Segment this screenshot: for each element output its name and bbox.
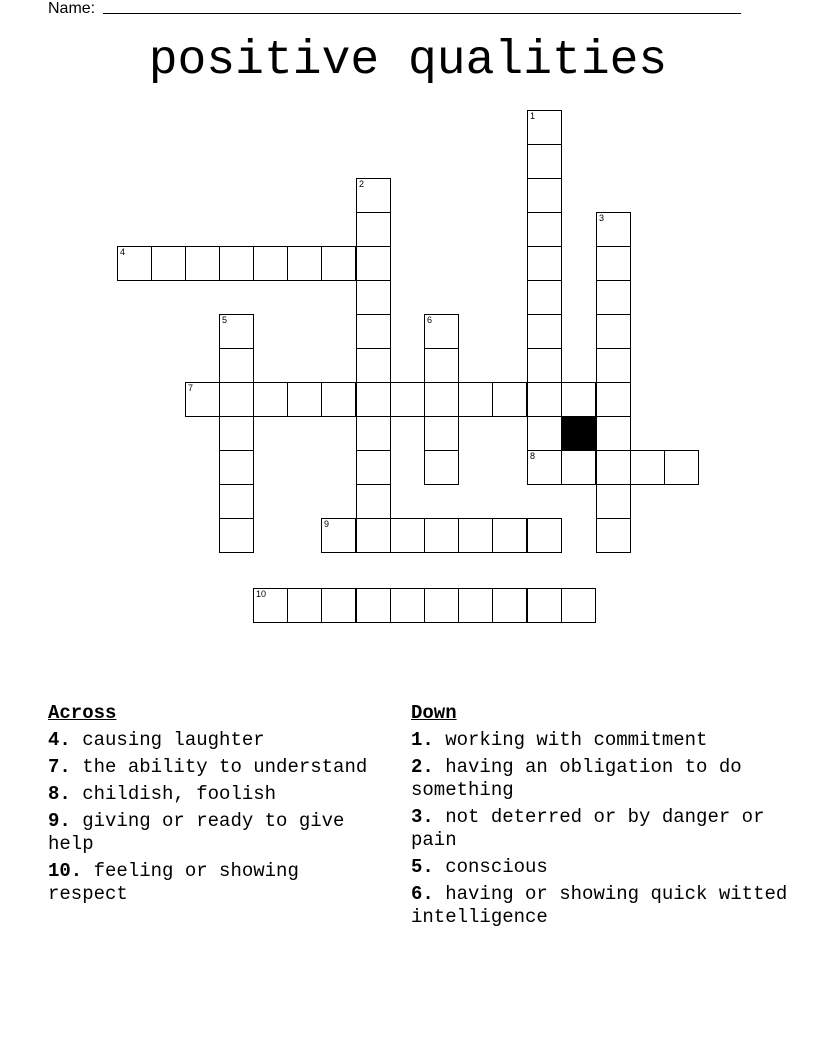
grid-cell[interactable]: [424, 382, 459, 417]
clue-number: 3: [599, 213, 605, 223]
clue-item: [48, 860, 378, 906]
grid-cell[interactable]: [219, 348, 254, 383]
clue-number: 6.: [411, 883, 434, 905]
clue-number: 5: [222, 315, 228, 325]
clue-item: [48, 783, 378, 806]
clue-text: causing laughter: [70, 729, 265, 751]
grid-cell[interactable]: [492, 382, 527, 417]
grid-cell[interactable]: [390, 588, 425, 623]
clue-number: 2.: [411, 756, 434, 778]
grid-cell[interactable]: [596, 246, 631, 281]
grid-cell[interactable]: [219, 518, 254, 553]
grid-cell[interactable]: [596, 450, 631, 485]
grid-cell[interactable]: [287, 588, 322, 623]
grid-cell[interactable]: [527, 178, 562, 213]
clue-number: 8.: [48, 783, 71, 805]
clue-item: [411, 883, 791, 929]
clue-item: [411, 729, 791, 752]
grid-cell[interactable]: [561, 450, 596, 485]
clue-number: 9: [324, 519, 330, 529]
clue-number: 2: [359, 179, 365, 189]
grid-cell[interactable]: [630, 450, 665, 485]
clue-item: [48, 729, 378, 752]
clue-number: 9.: [48, 810, 71, 832]
grid-cell[interactable]: [356, 212, 391, 247]
clue-text: conscious: [433, 856, 548, 878]
across-heading: Across: [48, 702, 117, 724]
grid-cell[interactable]: [253, 588, 288, 623]
grid-cell[interactable]: [527, 518, 562, 553]
grid-cell[interactable]: [356, 246, 391, 281]
clue-text: feeling or showing respect: [48, 860, 299, 905]
grid-cell[interactable]: [424, 416, 459, 451]
grid-cell[interactable]: [117, 246, 152, 281]
grid-cell[interactable]: [321, 588, 356, 623]
grid-cell[interactable]: [356, 518, 391, 553]
grid-cell[interactable]: [321, 246, 356, 281]
grid-cell[interactable]: [219, 382, 254, 417]
grid-cell[interactable]: [596, 484, 631, 519]
clue-item: [48, 756, 378, 779]
grid-cell[interactable]: [219, 416, 254, 451]
down-clues: [411, 702, 791, 933]
grid-cell[interactable]: [287, 246, 322, 281]
clue-item: [411, 856, 791, 879]
clue-number: 4.: [48, 729, 71, 751]
grid-cell[interactable]: [458, 588, 493, 623]
clue-number: 10: [256, 589, 267, 599]
grid-cell[interactable]: [561, 588, 596, 623]
grid-cell[interactable]: [356, 314, 391, 349]
grid-cell[interactable]: [458, 382, 493, 417]
clue-number: 5.: [411, 856, 434, 878]
grid-cell[interactable]: [185, 382, 220, 417]
grid-cell[interactable]: [253, 382, 288, 417]
clue-text: childish, foolish: [70, 783, 277, 805]
clue-item: [48, 810, 378, 856]
clue-text: giving or ready to give help: [48, 810, 345, 855]
grid-cell[interactable]: [596, 382, 631, 417]
grid-cell[interactable]: [356, 280, 391, 315]
grid-cell[interactable]: [527, 348, 562, 383]
clue-text: not deterred or by danger or pain: [411, 806, 765, 851]
grid-cell[interactable]: [527, 280, 562, 315]
clue-number: 7: [188, 383, 194, 393]
clue-number: 4: [120, 247, 126, 257]
clue-text: having or showing quick witted intelligence: [411, 883, 788, 928]
clue-number: 8: [530, 451, 536, 461]
clue-number: 7.: [48, 756, 71, 778]
grid-cell[interactable]: [561, 382, 596, 417]
name-label: Name:: [48, 0, 96, 17]
grid-cell[interactable]: [356, 382, 391, 417]
clue-text: working with commitment: [433, 729, 708, 751]
grid-cell[interactable]: [390, 382, 425, 417]
clue-text: having an obligation to do something: [411, 756, 742, 801]
grid-cell[interactable]: [356, 178, 391, 213]
down-heading: Down: [411, 702, 457, 724]
grid-cell[interactable]: [356, 588, 391, 623]
grid-cell[interactable]: [424, 314, 459, 349]
grid-cell[interactable]: [596, 314, 631, 349]
clue-number: 10.: [48, 860, 83, 882]
across-clues: [48, 702, 378, 910]
grid-cell[interactable]: [424, 348, 459, 383]
grid-cell[interactable]: [219, 314, 254, 349]
grid-cell[interactable]: [321, 518, 356, 553]
grid-cell[interactable]: [356, 484, 391, 519]
grid-cell[interactable]: [390, 518, 425, 553]
grid-cell[interactable]: [596, 416, 631, 451]
clue-number: 1.: [411, 729, 434, 751]
grid-cell[interactable]: [219, 246, 254, 281]
clue-number: 6: [427, 315, 433, 325]
clue-number: 1: [530, 111, 536, 121]
grid-cell[interactable]: [527, 416, 562, 451]
grid-cell[interactable]: [424, 588, 459, 623]
puzzle-title: positive qualities: [148, 34, 668, 88]
grid-cell[interactable]: [492, 588, 527, 623]
grid-cell[interactable]: [185, 246, 220, 281]
clue-item: [411, 806, 791, 852]
grid-cell[interactable]: [356, 416, 391, 451]
grid-cell[interactable]: [596, 280, 631, 315]
grid-cell[interactable]: [527, 382, 562, 417]
grid-cell[interactable]: [527, 212, 562, 247]
grid-cell[interactable]: [219, 450, 254, 485]
grid-cell[interactable]: [527, 450, 562, 485]
grid-cell[interactable]: [596, 518, 631, 553]
grid-cell[interactable]: [527, 110, 562, 145]
grid-cell[interactable]: [253, 246, 288, 281]
grid-cell[interactable]: [219, 484, 254, 519]
clue-number: 3.: [411, 806, 434, 828]
grid-cell[interactable]: [664, 450, 699, 485]
grid-cell[interactable]: [151, 246, 186, 281]
grid-cell[interactable]: [424, 518, 459, 553]
grid-cell[interactable]: [527, 246, 562, 281]
grid-cell[interactable]: [527, 314, 562, 349]
grid-cell[interactable]: [527, 588, 562, 623]
clue-text: the ability to understand: [70, 756, 368, 778]
grid-cell[interactable]: [356, 348, 391, 383]
grid-cell[interactable]: [492, 518, 527, 553]
black-cell: [561, 416, 596, 451]
grid-cell[interactable]: [287, 382, 322, 417]
grid-cell[interactable]: [356, 450, 391, 485]
grid-cell[interactable]: [527, 144, 562, 179]
grid-cell[interactable]: [321, 382, 356, 417]
grid-cell[interactable]: [424, 450, 459, 485]
grid-cell[interactable]: [596, 348, 631, 383]
clue-item: [411, 756, 791, 802]
grid-cell[interactable]: [458, 518, 493, 553]
grid-cell[interactable]: [596, 212, 631, 247]
